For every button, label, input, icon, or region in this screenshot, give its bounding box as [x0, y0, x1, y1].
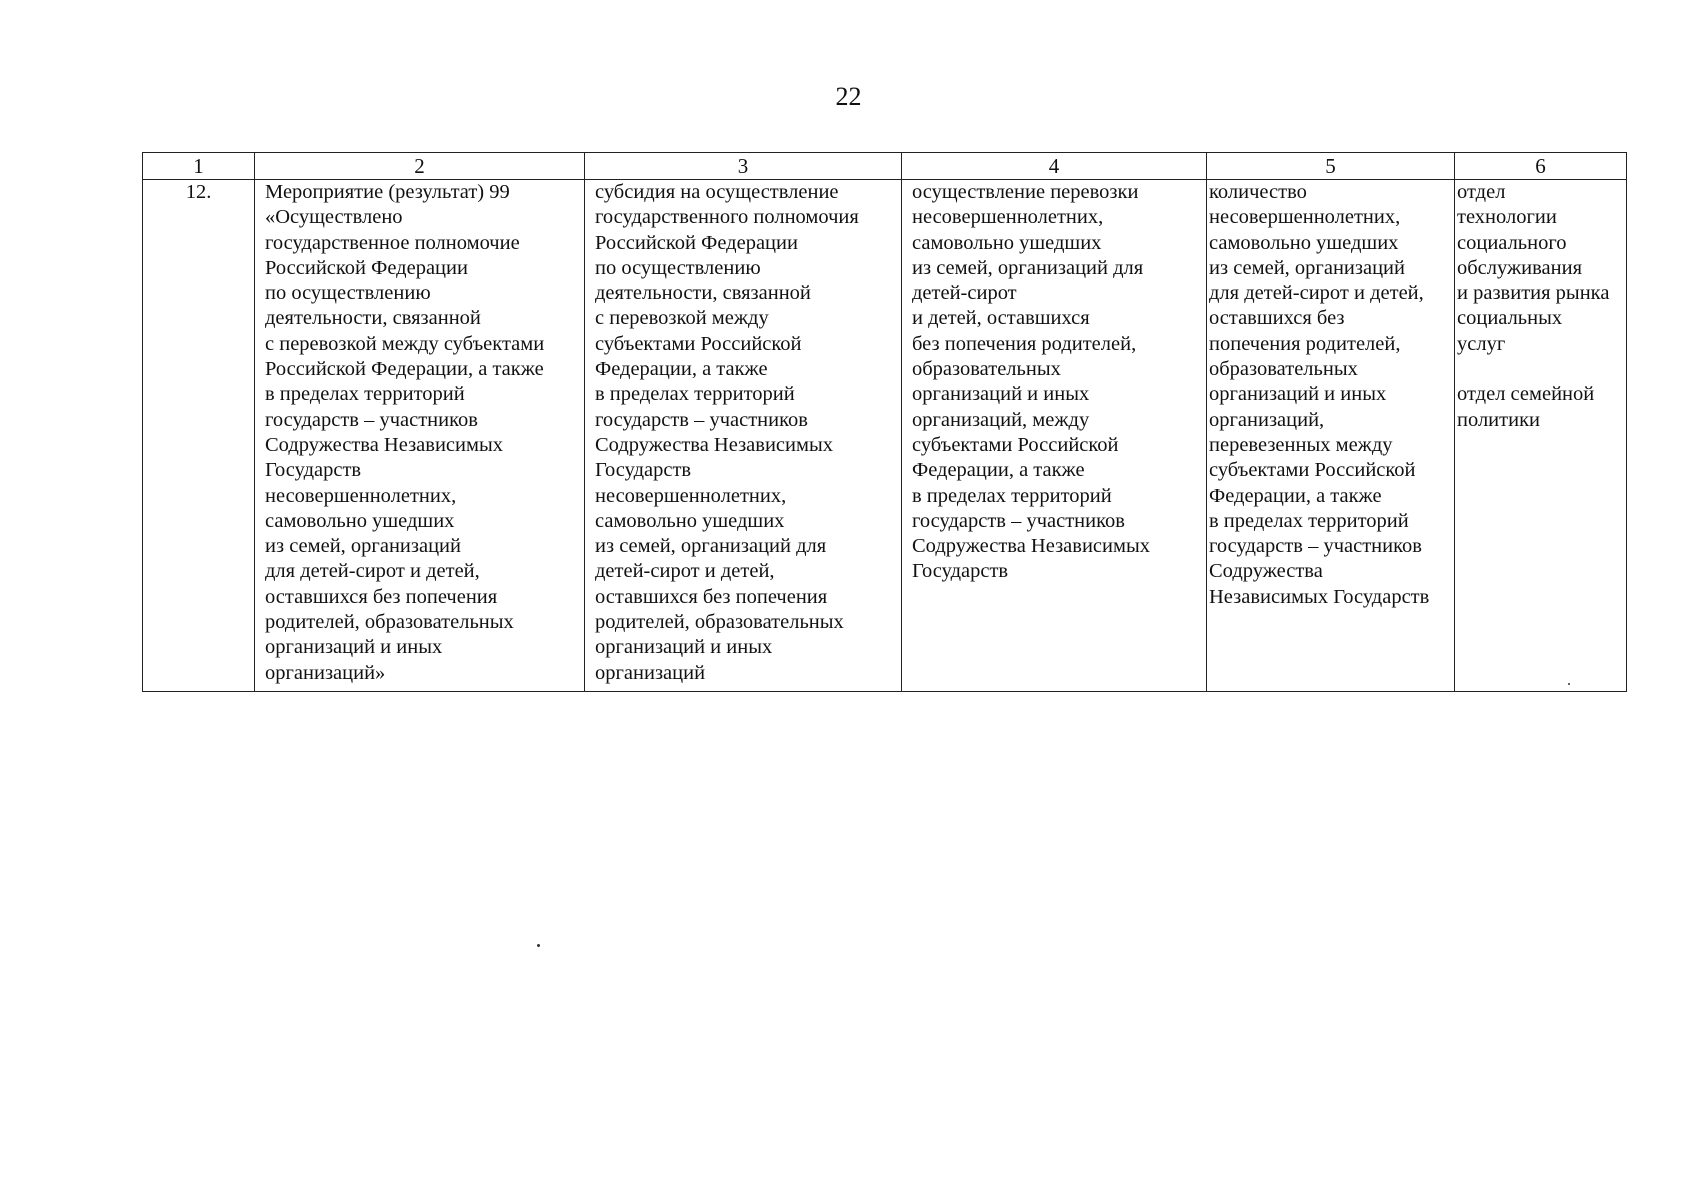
cell-text-line: технологии — [1457, 206, 1557, 229]
cell-text-line: детей-сирот и детей, — [595, 560, 775, 583]
cell-text-line: государств – участников — [595, 408, 808, 431]
cell-text-line: самовольно ушедших — [265, 509, 455, 532]
cell-text-line: образовательных — [912, 358, 1061, 381]
responsible-department-cell — [1455, 180, 1627, 692]
cell-text-line: для детей-сирот и детей, — [1209, 282, 1424, 305]
table-row — [143, 180, 1627, 692]
cell-text-line: организаций и иных — [265, 636, 443, 659]
cell-text-line: Содружества Независимых — [595, 433, 833, 456]
cell-text-line: оставшихся без попечения — [265, 585, 498, 608]
cell-text-line: организаций и иных — [1209, 383, 1387, 406]
cell-text-line: несовершеннолетних, — [1209, 206, 1401, 229]
cell-text-line: осуществление перевозки — [912, 181, 1139, 203]
cell-text-line: оставшихся без — [1209, 307, 1345, 330]
cell-text-line: Российской Федерации — [595, 231, 798, 254]
cell-text-line: субъектами Российской — [912, 433, 1119, 456]
row-number-cell — [143, 180, 255, 692]
cell-text-line: обслуживания — [1457, 256, 1583, 279]
cell-text-line: перевезенных между — [1209, 433, 1393, 456]
plan-table — [142, 152, 1627, 692]
cell-text-line: деятельности, связанной — [595, 282, 811, 305]
cell-text-line: с перевозкой между — [595, 307, 769, 330]
cell-text-line: несовершеннолетних, — [912, 206, 1104, 229]
cell-text-line: организаций» — [265, 661, 386, 684]
cell-text-line: по осуществлению — [265, 282, 431, 305]
cell-text-line: количество — [1209, 181, 1307, 203]
header-col-4: 4 — [902, 153, 1207, 180]
cell-text-line: субсидия на осуществление — [595, 181, 839, 203]
header-col-6: 6 — [1455, 153, 1627, 180]
cell-text-line: Независимых Государств — [1209, 585, 1430, 608]
indicator-cell — [1207, 180, 1455, 692]
cell-text-line: субъектами Российской — [1209, 459, 1416, 482]
cell-text-line: образовательных — [1209, 358, 1358, 381]
cell-text-line: по осуществлению — [595, 256, 761, 279]
row-number: 12. — [185, 181, 212, 203]
cell-text-line: организаций, — [1209, 408, 1325, 431]
scan-speck — [1568, 683, 1570, 685]
cell-text-line: социальных — [1457, 307, 1563, 330]
cell-text-line: из семей, организаций — [265, 535, 461, 558]
table-header-row — [143, 153, 1627, 180]
header-col-2: 2 — [255, 153, 585, 180]
cell-text-line: из семей, организаций для — [912, 256, 1144, 279]
cell-text-line: Федерации, а также — [595, 358, 768, 381]
cell-text-line: самовольно ушедших — [1209, 231, 1399, 254]
cell-text-line: с перевозкой между субъектами — [265, 332, 545, 355]
cell-text-line: в пределах территорий — [1209, 509, 1409, 532]
cell-text-line: государств – участников — [265, 408, 478, 431]
cell-text-line: несовершеннолетних, — [265, 484, 457, 507]
cell-text-line: организаций — [595, 661, 706, 684]
cell-text-line: Государств — [595, 459, 692, 482]
cell-text-line: из семей, организаций — [1209, 256, 1405, 279]
cell-text-line: из семей, организаций для — [595, 535, 827, 558]
cell-text-line: государственного полномочия — [595, 206, 859, 229]
cell-text-line: Содружества Независимых — [912, 535, 1150, 558]
cell-text-line: услуг — [1457, 332, 1506, 355]
cell-text-line: Государств — [265, 459, 362, 482]
cell-text-line: самовольно ушедших — [912, 231, 1102, 254]
cell-text-line: попечения родителей, — [1209, 332, 1401, 355]
cell-text-line: родителей, образовательных — [595, 611, 844, 634]
event-name-cell — [255, 180, 585, 692]
cell-text-line: политики — [1457, 408, 1541, 431]
cell-text-line: Российской Федерации, а также — [265, 358, 544, 381]
cell-text-line: Содружества — [1209, 560, 1323, 583]
cell-text-line: и детей, оставшихся — [912, 307, 1090, 330]
activity-description-cell — [902, 180, 1207, 692]
cell-text-line: отдел семейной — [1457, 383, 1595, 406]
cell-text-line: социального — [1457, 231, 1567, 254]
cell-text-line: отдел — [1457, 181, 1506, 203]
cell-text-line: без попечения родителей, — [912, 332, 1137, 355]
cell-text-line: организаций и иных — [595, 636, 773, 659]
cell-text-line: «Осуществлено — [265, 206, 403, 229]
header-col-3: 3 — [585, 153, 902, 180]
cell-text-line: государственное полномочие — [265, 231, 520, 254]
cell-text-line: оставшихся без попечения — [595, 585, 828, 608]
cell-text-line: субъектами Российской — [595, 332, 802, 355]
cell-text-line: в пределах территорий — [265, 383, 465, 406]
header-col-1: 1 — [143, 153, 255, 180]
cell-text-line: и развития рынка — [1457, 282, 1610, 305]
page-number: 22 — [835, 82, 862, 111]
cell-text-line: самовольно ушедших — [595, 509, 785, 532]
cell-text-line: Федерации, а также — [1209, 484, 1382, 507]
header-col-5: 5 — [1207, 153, 1455, 180]
cell-text-line: в пределах территорий — [912, 484, 1112, 507]
cell-text-line: для детей-сирот и детей, — [265, 560, 480, 583]
cell-text-line: Государств — [912, 560, 1009, 583]
cell-text-line: детей-сирот — [912, 282, 1017, 305]
cell-text-line: государств – участников — [912, 509, 1125, 532]
cell-spacer — [1457, 357, 1626, 382]
cell-text-line: Российской Федерации — [265, 256, 468, 279]
cell-text-line: несовершеннолетних, — [595, 484, 787, 507]
cell-text-line: родителей, образовательных — [265, 611, 514, 634]
cell-text-line: деятельности, связанной — [265, 307, 481, 330]
funding-description-cell — [585, 180, 902, 692]
scan-speck — [537, 944, 540, 947]
cell-text-line: Содружества Независимых — [265, 433, 503, 456]
cell-text-line: организаций, между — [912, 408, 1090, 431]
cell-text-line: организаций и иных — [912, 383, 1090, 406]
cell-text-line: в пределах территорий — [595, 383, 795, 406]
cell-text-line: Мероприятие (результат) 99 — [265, 181, 510, 203]
cell-text-line: государств – участников — [1209, 535, 1422, 558]
cell-text-line: Федерации, а также — [912, 459, 1085, 482]
